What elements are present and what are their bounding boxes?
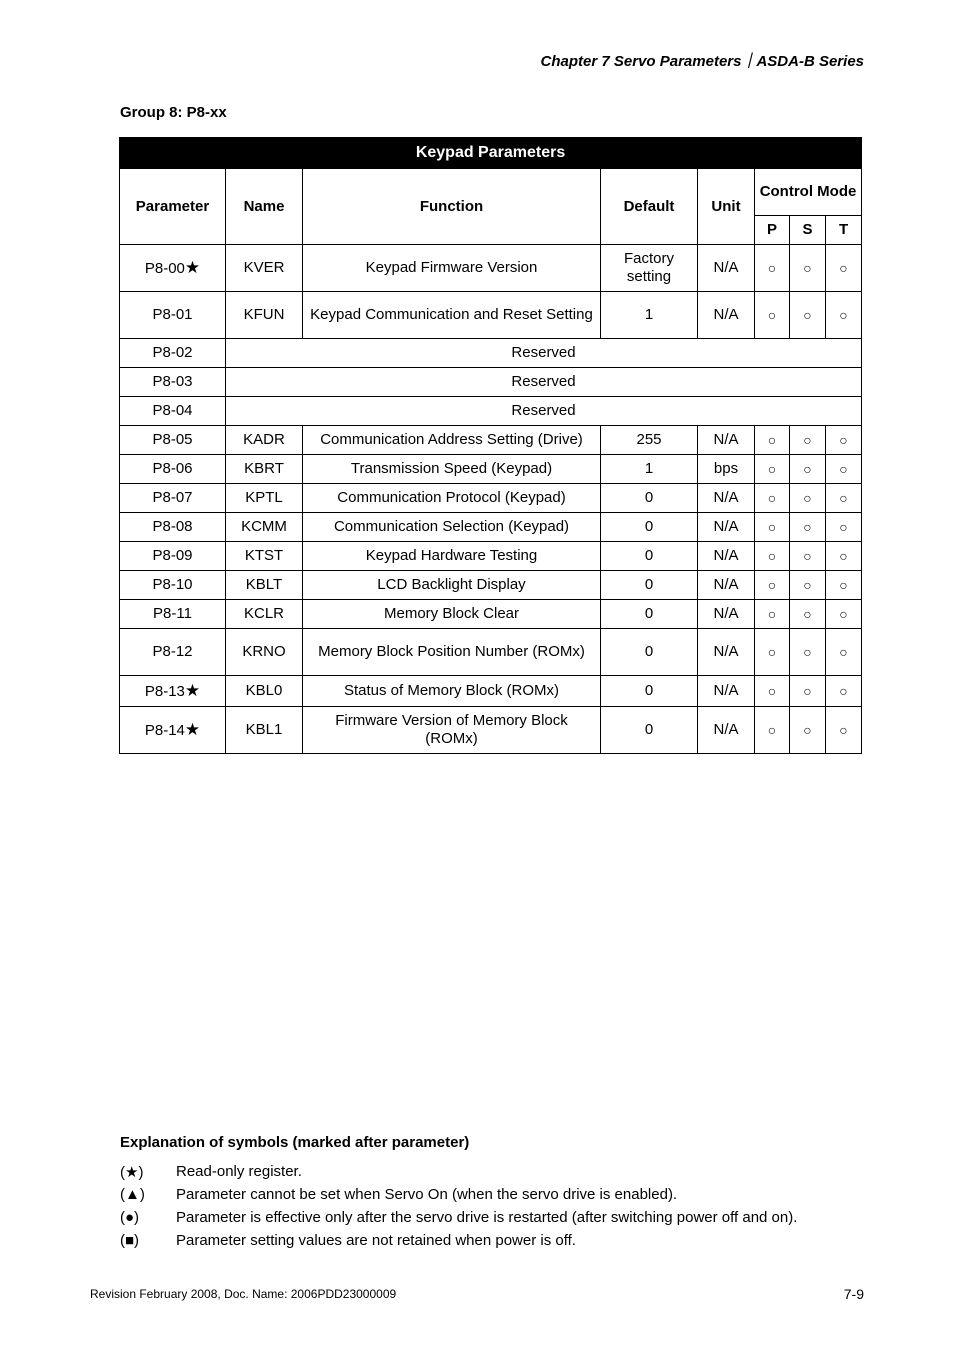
legend-item — [120, 1160, 797, 1183]
cell-function: Memory Block Clear — [303, 600, 601, 629]
mode-t-circle-icon: ○ — [826, 629, 862, 676]
mode-s-circle-icon: ○ — [790, 292, 826, 339]
cell-name: KCMM — [226, 513, 303, 542]
cell-function: Keypad Communication and Reset Setting — [303, 292, 601, 339]
cell-parameter — [120, 397, 226, 426]
cell-default: Factory setting — [601, 245, 698, 292]
star-icon: ★ — [184, 257, 201, 277]
cell-unit: N/A — [698, 513, 755, 542]
legend-text: Parameter setting values are not retained when power is off. — [176, 1232, 576, 1249]
cell-name: KBRT — [226, 455, 303, 484]
cell-unit: N/A — [698, 426, 755, 455]
parameter-code: P8-08 — [152, 518, 193, 535]
cell-parameter — [120, 426, 226, 455]
mode-t-circle-icon: ○ — [826, 542, 862, 571]
cell-name: KVER — [226, 245, 303, 292]
cell-function: Memory Block Position Number (ROMx) — [303, 629, 601, 676]
table-row — [120, 292, 862, 339]
header-control-mode: Control Mode — [755, 169, 862, 216]
header-unit: Unit — [698, 169, 755, 245]
mode-p-circle-icon: ○ — [755, 600, 790, 629]
cell-function: Transmission Speed (Keypad) — [303, 455, 601, 484]
cell-name: KFUN — [226, 292, 303, 339]
table-row — [120, 484, 862, 513]
header-name: Name — [226, 169, 303, 245]
cell-default: 1 — [601, 292, 698, 339]
mode-t-circle-icon: ○ — [826, 571, 862, 600]
mode-t-circle-icon: ○ — [826, 707, 862, 754]
mode-p-circle-icon: ○ — [755, 707, 790, 754]
mode-p-circle-icon: ○ — [755, 245, 790, 292]
table-row — [120, 571, 862, 600]
mode-t-circle-icon: ○ — [826, 513, 862, 542]
mode-s-circle-icon: ○ — [790, 707, 826, 754]
cell-function: Communication Selection (Keypad) — [303, 513, 601, 542]
table-banner: Keypad Parameters — [120, 138, 862, 169]
legend-symbol-servo-on: (▲) — [120, 1186, 145, 1203]
mode-t-circle-icon: ○ — [826, 426, 862, 455]
cell-unit: N/A — [698, 292, 755, 339]
cell-parameter — [120, 542, 226, 571]
legend-symbol-not-retained: (■) — [120, 1232, 140, 1249]
parameter-code: P8-01 — [152, 306, 193, 323]
mode-t-circle-icon: ○ — [826, 676, 862, 707]
cell-name: KTST — [226, 542, 303, 571]
header-mode-s: S — [790, 216, 826, 245]
mode-s-circle-icon: ○ — [790, 676, 826, 707]
mode-s-circle-icon: ○ — [790, 513, 826, 542]
legend-item — [120, 1206, 797, 1229]
cell-parameter — [120, 513, 226, 542]
cell-default: 0 — [601, 676, 698, 707]
cell-default: 0 — [601, 571, 698, 600]
cell-unit: N/A — [698, 571, 755, 600]
cell-default: 1 — [601, 455, 698, 484]
cell-parameter — [120, 455, 226, 484]
table-row — [120, 455, 862, 484]
cell-parameter — [120, 245, 226, 292]
header-default: Default — [601, 169, 698, 245]
table-row — [120, 676, 862, 707]
cell-parameter — [120, 484, 226, 513]
mode-p-circle-icon: ○ — [755, 455, 790, 484]
mode-s-circle-icon: ○ — [790, 455, 826, 484]
table-row — [120, 426, 862, 455]
mode-p-circle-icon: ○ — [755, 292, 790, 339]
chapter-header: Chapter 7 Servo Parameters｜ASDA-B Series — [540, 53, 864, 70]
header-function: Function — [303, 169, 601, 245]
cell-default: 0 — [601, 542, 698, 571]
legend-item — [120, 1229, 797, 1252]
cell-function: Communication Protocol (Keypad) — [303, 484, 601, 513]
parameter-code: P8-07 — [152, 489, 193, 506]
cell-parameter — [120, 676, 226, 707]
legend-symbol-readonly: (★) — [120, 1163, 144, 1181]
mode-p-circle-icon: ○ — [755, 513, 790, 542]
parameter-code: P8-13 — [144, 682, 185, 700]
page-number: 7-9 — [843, 1286, 864, 1302]
mode-t-circle-icon: ○ — [826, 292, 862, 339]
table-row — [120, 339, 862, 368]
symbol-legend — [120, 1160, 797, 1252]
mode-p-circle-icon: ○ — [755, 629, 790, 676]
cell-default: 0 — [601, 600, 698, 629]
mode-t-circle-icon: ○ — [826, 245, 862, 292]
cell-function: Status of Memory Block (ROMx) — [303, 676, 601, 707]
cell-default: 255 — [601, 426, 698, 455]
parameter-code: P8-06 — [152, 460, 193, 477]
parameter-code: P8-05 — [152, 431, 193, 448]
cell-parameter — [120, 339, 226, 368]
cell-unit: N/A — [698, 484, 755, 513]
mode-s-circle-icon: ○ — [790, 542, 826, 571]
parameter-code: P8-02 — [152, 344, 193, 361]
cell-parameter — [120, 600, 226, 629]
cell-default: 0 — [601, 629, 698, 676]
header-mode-p: P — [755, 216, 790, 245]
cell-function: Communication Address Setting (Drive) — [303, 426, 601, 455]
cell-parameter — [120, 707, 226, 754]
cell-reserved: Reserved — [226, 397, 862, 426]
mode-s-circle-icon: ○ — [790, 600, 826, 629]
mode-p-circle-icon: ○ — [755, 571, 790, 600]
mode-p-circle-icon: ○ — [755, 542, 790, 571]
header-mode-t: T — [826, 216, 862, 245]
table-row — [120, 245, 862, 292]
header-parameter: Parameter — [120, 169, 226, 245]
table-row — [120, 629, 862, 676]
cell-parameter — [120, 292, 226, 339]
cell-function: Keypad Hardware Testing — [303, 542, 601, 571]
parameter-code: P8-04 — [152, 402, 193, 419]
mode-s-circle-icon: ○ — [790, 629, 826, 676]
legend-text: Parameter is effective only after the servo drive is restarted (after switching power off and on). — [176, 1209, 798, 1226]
cell-reserved: Reserved — [226, 368, 862, 397]
table-row — [120, 542, 862, 571]
legend-text: Read-only register. — [176, 1163, 302, 1180]
cell-default: 0 — [601, 707, 698, 754]
cell-name: KADR — [226, 426, 303, 455]
cell-unit: N/A — [698, 245, 755, 292]
cell-function: Keypad Firmware Version — [303, 245, 601, 292]
cell-name: KBL0 — [226, 676, 303, 707]
cell-parameter — [120, 368, 226, 397]
cell-default: 0 — [601, 484, 698, 513]
cell-parameter — [120, 629, 226, 676]
table-row — [120, 600, 862, 629]
cell-reserved: Reserved — [226, 339, 862, 368]
table-row — [120, 368, 862, 397]
table-row — [120, 397, 862, 426]
mode-p-circle-icon: ○ — [755, 676, 790, 707]
cell-name: KCLR — [226, 600, 303, 629]
legend-symbol-restart: (●) — [120, 1209, 140, 1226]
legend-title: Explanation of symbols (marked after parameter) — [120, 1134, 470, 1151]
cell-name: KPTL — [226, 484, 303, 513]
cell-unit: bps — [698, 455, 755, 484]
legend-text: Parameter cannot be set when Servo On (when the servo drive is enabled). — [176, 1186, 678, 1203]
mode-t-circle-icon: ○ — [826, 484, 862, 513]
mode-p-circle-icon: ○ — [755, 484, 790, 513]
cell-function: Firmware Version of Memory Block (ROMx) — [303, 707, 601, 754]
cell-name: KRNO — [226, 629, 303, 676]
legend-item — [120, 1183, 797, 1206]
mode-t-circle-icon: ○ — [826, 600, 862, 629]
mode-t-circle-icon: ○ — [826, 455, 862, 484]
mode-s-circle-icon: ○ — [790, 484, 826, 513]
parameter-code: P8-12 — [152, 643, 193, 660]
mode-s-circle-icon: ○ — [790, 571, 826, 600]
cell-unit: N/A — [698, 600, 755, 629]
cell-unit: N/A — [698, 629, 755, 676]
cell-parameter — [120, 571, 226, 600]
cell-default: 0 — [601, 513, 698, 542]
group-title: Group 8: P8-xx — [120, 104, 227, 121]
cell-unit: N/A — [698, 676, 755, 707]
parameter-code: P8-10 — [152, 576, 193, 593]
cell-function: LCD Backlight Display — [303, 571, 601, 600]
mode-s-circle-icon: ○ — [790, 426, 826, 455]
cell-unit: N/A — [698, 542, 755, 571]
table-row — [120, 707, 862, 754]
parameter-code: P8-14 — [144, 721, 185, 739]
mode-s-circle-icon: ○ — [790, 245, 826, 292]
table-row — [120, 513, 862, 542]
parameter-code: P8-03 — [152, 373, 193, 390]
footer-revision: Revision February 2008, Doc. Name: 2006PDD23000009 — [90, 1287, 397, 1301]
star-icon: ★ — [184, 719, 201, 739]
star-icon: ★ — [184, 680, 201, 700]
cell-name: KBLT — [226, 571, 303, 600]
parameter-code: P8-00 — [144, 259, 185, 277]
parameter-code: P8-09 — [152, 547, 193, 564]
parameter-code: P8-11 — [153, 605, 192, 622]
mode-p-circle-icon: ○ — [755, 426, 790, 455]
cell-unit: N/A — [698, 707, 755, 754]
keypad-parameters-table — [119, 137, 862, 754]
cell-name: KBL1 — [226, 707, 303, 754]
